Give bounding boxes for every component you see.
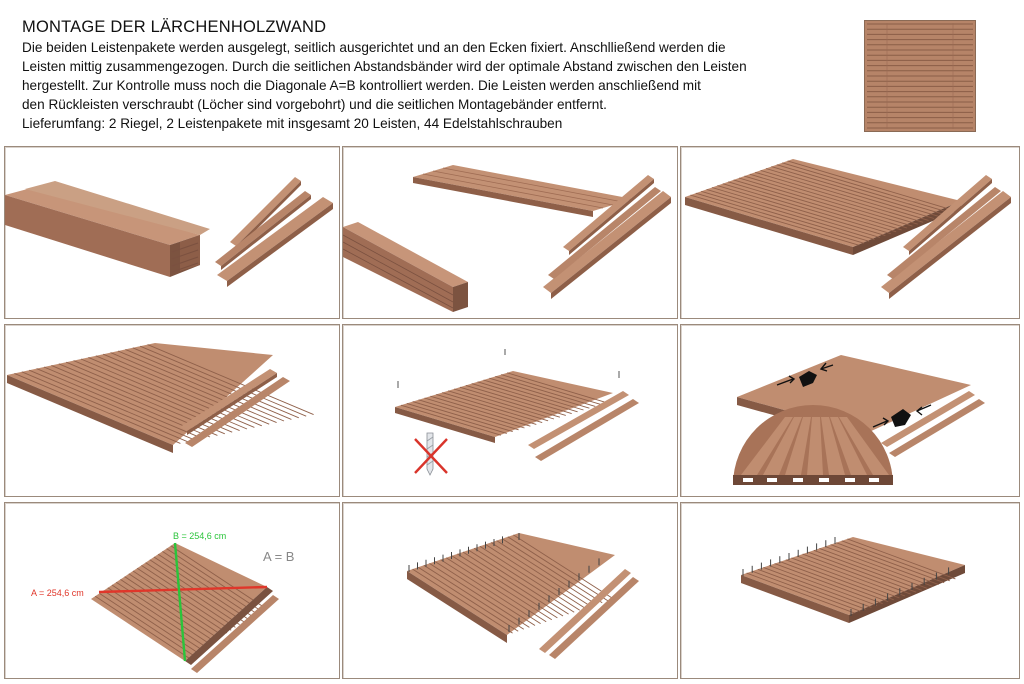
step-3-panel [680,146,1020,319]
instruction-line: den Rückleisten verschraubt (Löcher sind vorgebohrt) und die seitlichen Montagebänder entfernt. [22,97,607,112]
step-6-panel [680,324,1020,497]
diagonal-b-label: B = 254,6 cm [173,531,227,541]
instructions-text [22,38,862,133]
fence-panel-thumbnail [864,20,976,132]
instruction-line: Leisten mittig zusammengezogen. Durch die seitlichen Abstandsbänder wird der optimale Abstand zwischen den Leisten [22,59,747,74]
instruction-line: Die beiden Leistenpakete werden ausgelegt, seitlich ausgerichtet und an den Ecken fixiert. Anschlließend werden die [22,40,726,55]
step-2-panel [342,146,678,319]
equation-label: A = B [263,549,295,564]
delivery-scope-line: Lieferumfang: 2 Riegel, 2 Leistenpakete mit insgesamt 20 Leisten, 44 Edelstahlschrauben [22,116,563,131]
step-1-panel [4,146,340,319]
step-7-panel [4,502,340,679]
diagonal-a-label: A = 254,6 cm [31,588,84,598]
step-4-panel [4,324,340,497]
instruction-line: hergestellt. Zur Kontrolle muss noch die Diagonale A=B kontrolliert werden. Die Leisten werden anschließend mit [22,78,701,93]
step-8-panel [342,502,678,679]
step-9-panel [680,502,1020,679]
page-title: MONTAGE DER LÄRCHENHOLZWAND [22,18,327,36]
assembly-steps-grid [4,146,1020,679]
step-5-panel [342,324,678,497]
